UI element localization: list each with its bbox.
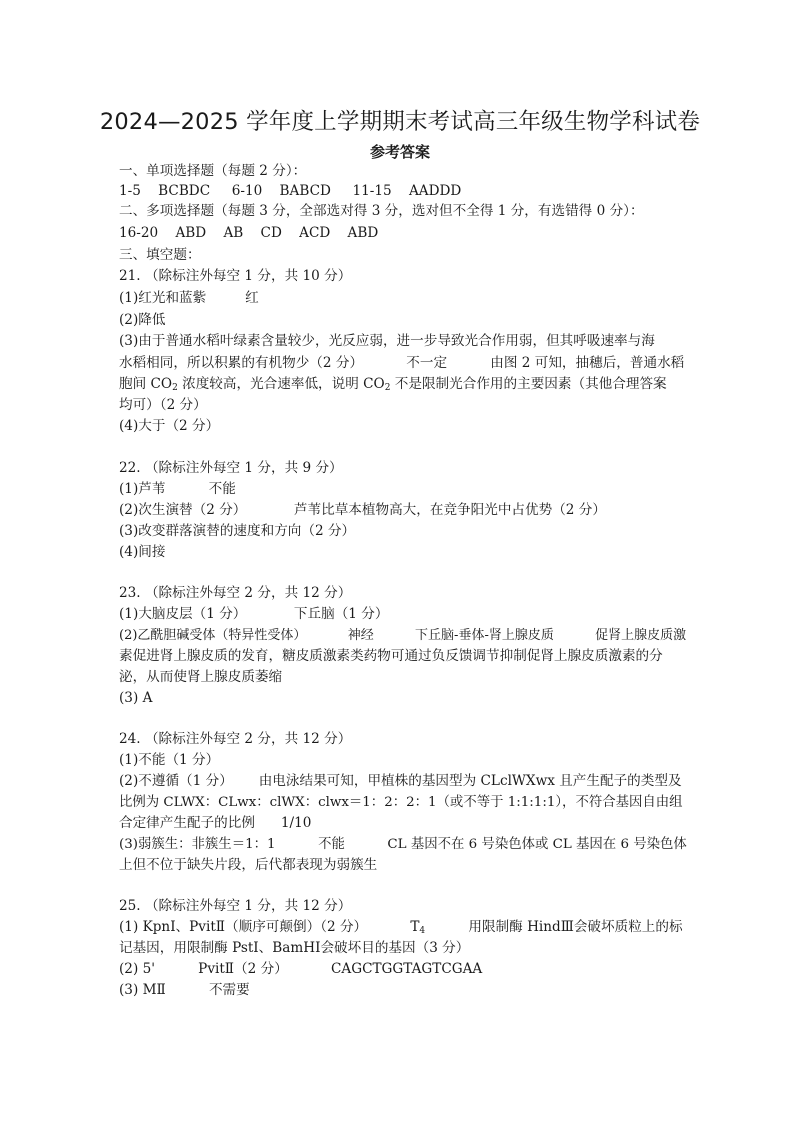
q25-line: (3) MⅡ 不需要 xyxy=(119,982,250,998)
section-single-choice-heading: 一、单项选择题（每题 2 分）： xyxy=(119,163,307,179)
q21-heading: 21. （除标注外每空 1 分，共 10 分） xyxy=(119,268,352,284)
q22-heading: 22. （除标注外每空 1 分，共 9 分） xyxy=(119,460,343,476)
q24-line: 比例为 CLWX：CLwx：clWX：clwx＝1：2：2：1（或不等于 1:1:1:1），不符合基因自由组 xyxy=(119,795,683,810)
q24-line: (1)不能（1 分） xyxy=(119,752,220,768)
q21-line: 均可）（2 分） xyxy=(119,397,207,413)
q21-line: (1)红光和蓝紫 红 xyxy=(119,290,259,306)
section-multi-choice-answers: 16-20 ABD AB CD ACD ABD xyxy=(119,225,379,241)
q23-heading: 23. （除标注外每空 2 分，共 12 分） xyxy=(119,585,352,601)
q23-line: 泌，从而使肾上腺皮质萎缩 xyxy=(119,669,283,685)
q22-line: (1)芦苇 不能 xyxy=(119,481,236,497)
q21-line: (4)大于（2 分） xyxy=(119,418,220,434)
subscript: 2 xyxy=(172,383,178,393)
q21-line: (3)由于普通水稻叶绿素含量较少，光反应弱，进一步导致光合作用弱，但其呼吸速率与海 xyxy=(119,333,655,349)
q22-line: (3)改变群落演替的速度和方向（2 分） xyxy=(119,523,356,539)
q21-line: 水稻相同，所以积累的有机物少（2 分） 不一定 由图 2 可知，抽穗后，普通水稻 xyxy=(119,355,685,371)
q21-line: (2)降低 xyxy=(119,312,166,328)
q23-line: (3) A xyxy=(119,690,153,706)
section-multi-choice-heading: 二、多项选择题（每题 3 分，全部选对得 3 分，选对但不全得 1 分，有选错得 0 分）： xyxy=(119,203,644,219)
q22-line: (4)间接 xyxy=(119,544,166,560)
section-fill-heading: 三、填空题： xyxy=(119,247,201,263)
page-title: 2024—2025 学年度上学期期末考试高三年级生物学科试卷 xyxy=(99,109,701,135)
q24-line: (3)弱簇生：非簇生＝1：1 不能 CL 基因不在 6 号染色体或 CL 基因在 6 号染色体 xyxy=(119,837,687,852)
q25-line xyxy=(119,919,683,940)
q25-heading: 25. （除标注外每空 1 分，共 12 分） xyxy=(119,898,352,914)
q23-line: 素促进肾上腺皮质的发育，糖皮质激素类药物可通过负反馈调节抑制促肾上腺皮质激素的分 xyxy=(119,648,663,664)
q21-text: 胞间 CO xyxy=(119,376,173,392)
q24-heading: 24. （除标注外每空 2 分，共 12 分） xyxy=(119,731,352,747)
q24-line: 上但不位于缺失片段，后代都表现为弱簇生 xyxy=(119,857,378,873)
subscript: 2 xyxy=(384,383,391,393)
subscript: 4 xyxy=(419,926,426,936)
q22-line: (2)次生演替（2 分） 芦苇比草本植物高大，在竞争阳光中占优势（2 分） xyxy=(119,502,606,518)
q23-line: (1)大脑皮层（1 分） 下丘脑（1 分） xyxy=(119,606,389,622)
q21-text: 不是限制光合作用的主要因素（其他合理答案 xyxy=(390,376,667,392)
q23-line: (2)乙酰胆碱受体（特异性受体） 神经 下丘脑-垂体-肾上腺皮质 促肾上腺皮质激 xyxy=(119,628,687,643)
q25-text: 用限制酶 HindⅢ会破坏质粒上的标 xyxy=(425,919,683,935)
q25-line: 记基因，用限制酶 PstⅠ、BamHⅠ会破坏目的基因（3 分） xyxy=(119,940,470,956)
q21-text: 浓度较高，光合速率低，说明 CO xyxy=(177,376,385,392)
q24-line: 合定律产生配子的比例 1/10 xyxy=(119,815,312,831)
q24-line: (2)不遵循（1 分） 由电泳结果可知，甲植株的基因型为 CLclWXwx 且产生配子的类型及 xyxy=(119,773,682,789)
q21-line xyxy=(119,376,667,397)
section-single-choice-answers: 1-5 BCBDC 6-10 BABCD 11-15 AADDD xyxy=(119,183,462,199)
q25-text: (1) KpnⅠ、PvitⅡ（顺序可颠倒）（2 分） T xyxy=(119,919,420,935)
page-subtitle: 参考答案 xyxy=(369,143,430,161)
q25-line: (2) 5' PvitⅡ（2 分） CAGCTGGTAGTCGAA xyxy=(119,961,483,977)
